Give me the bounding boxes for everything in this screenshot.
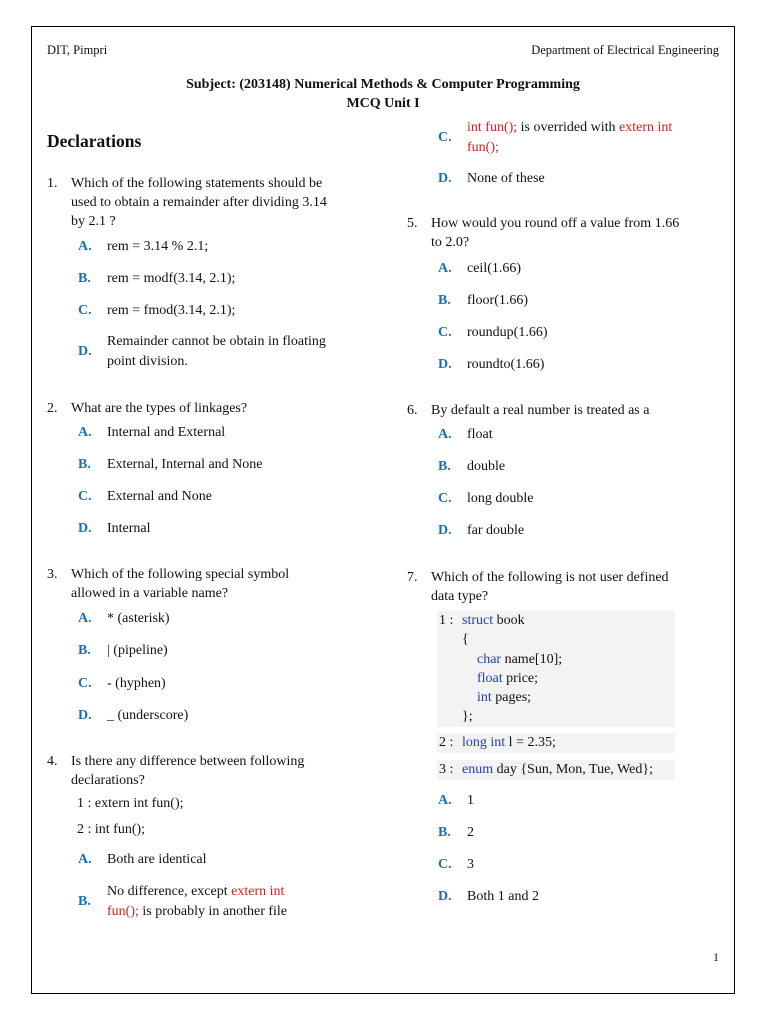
question-text-line: allowed in a variable name?	[71, 586, 229, 601]
code-line	[462, 733, 556, 752]
code-line-number: 3 :	[439, 762, 454, 777]
option-7c[interactable]	[438, 855, 728, 875]
code-identifier: pages;	[491, 690, 532, 705]
question-text: By default a real number is treated as a	[431, 403, 650, 418]
option-label: D.	[78, 708, 92, 723]
option-text: roundup(1.66)	[467, 325, 548, 340]
option-3c[interactable]	[78, 674, 378, 694]
question-text-line: data type?	[431, 589, 489, 604]
question-number: 7.	[407, 570, 418, 585]
option-text	[107, 332, 326, 372]
option-label: B.	[78, 643, 91, 658]
option-label: B.	[78, 457, 91, 472]
option-1c[interactable]	[78, 301, 378, 321]
option-text: 1	[467, 793, 474, 808]
option-5a[interactable]	[438, 259, 728, 279]
question-6	[407, 401, 727, 421]
code-brace-open: {	[462, 632, 469, 647]
option-label: C.	[438, 491, 452, 506]
code-field-line	[477, 650, 562, 669]
code-keyword: int fun();	[467, 120, 518, 135]
code-identifier: price;	[502, 671, 539, 686]
option-text: | (pipeline)	[107, 643, 168, 658]
code-line-number: 2 :	[439, 735, 454, 750]
option-text	[107, 882, 287, 922]
question-text: What are the types of linkages?	[71, 401, 248, 416]
header-department: Department of Electrical Engineering	[531, 43, 719, 57]
option-label: B.	[78, 271, 91, 286]
code-field-line	[477, 688, 531, 707]
code-brace-close: };	[462, 709, 473, 724]
option-6b[interactable]	[438, 457, 728, 477]
option-text: roundto(1.66)	[467, 357, 545, 372]
code-identifier: day {Sun, Mon, Tue, Wed};	[493, 762, 653, 777]
option-1d[interactable]	[78, 332, 378, 372]
code-keyword: enum	[462, 762, 494, 777]
option-3a[interactable]	[78, 609, 378, 629]
option-text: Internal and External	[107, 425, 226, 440]
option-label: A.	[78, 239, 92, 254]
option-7b[interactable]	[438, 823, 728, 843]
option-label: A.	[438, 427, 452, 442]
question-text	[71, 752, 304, 790]
option-4c[interactable]	[438, 118, 728, 158]
code-keyword: char	[477, 652, 502, 667]
code-identifier: l = 2.35;	[505, 735, 556, 750]
option-text	[467, 118, 672, 158]
option-text: float	[467, 427, 493, 442]
option-3d[interactable]	[78, 706, 378, 726]
option-label: C.	[438, 130, 452, 145]
code-line-number: 1 :	[439, 613, 454, 628]
option-label: A.	[78, 425, 92, 440]
code-keyword: extern int	[231, 884, 285, 899]
question-text-line: used to obtain a remainder after dividing 3.14	[71, 195, 327, 210]
option-text: External, Internal and None	[107, 457, 263, 472]
code-block-long-int	[437, 733, 675, 753]
question-text	[431, 214, 679, 252]
option-5b[interactable]	[438, 291, 728, 311]
question-number: 4.	[47, 754, 58, 769]
option-label: B.	[438, 459, 451, 474]
option-5d[interactable]	[438, 355, 728, 375]
option-text-line: point division.	[107, 354, 188, 369]
option-label: C.	[438, 857, 452, 872]
option-label: C.	[78, 489, 92, 504]
code-keyword: long int	[462, 735, 506, 750]
option-1b[interactable]	[78, 269, 378, 289]
question-number: 5.	[407, 216, 418, 231]
option-6c[interactable]	[438, 489, 728, 509]
question-5	[407, 214, 727, 254]
option-label: A.	[438, 793, 452, 808]
option-text: rem = fmod(3.14, 2.1);	[107, 303, 236, 318]
option-5c[interactable]	[438, 323, 728, 343]
option-text: 3	[467, 857, 474, 872]
code-line-4-1: 1 : extern int fun();	[77, 796, 184, 811]
title-unit: MCQ Unit I	[346, 96, 420, 111]
question-1	[47, 174, 377, 234]
option-text: ceil(1.66)	[467, 261, 522, 276]
question-text-line: by 2.1 ?	[71, 214, 116, 229]
option-text: double	[467, 459, 506, 474]
option-text: long double	[467, 491, 534, 506]
option-label: C.	[78, 303, 92, 318]
option-2c[interactable]	[78, 487, 378, 507]
option-text: * (asterisk)	[107, 611, 170, 626]
code-keyword: int	[477, 690, 492, 705]
title-subject: Subject: (203148) Numerical Methods & Computer Programming	[186, 77, 580, 92]
question-text-line: Which of the following is not user defined	[431, 570, 669, 585]
option-label: A.	[78, 852, 92, 867]
option-text: far double	[467, 523, 525, 538]
option-text: None of these	[467, 171, 545, 186]
question-text-line: How would you round off a value from 1.66	[431, 216, 680, 231]
option-2b[interactable]	[78, 455, 378, 475]
option-label: D.	[438, 523, 452, 538]
option-6d[interactable]	[438, 521, 728, 541]
option-text: 2	[467, 825, 474, 840]
question-number: 6.	[407, 403, 418, 418]
question-number: 3.	[47, 567, 58, 582]
option-text: floor(1.66)	[467, 293, 529, 308]
code-keyword: fun();	[107, 904, 139, 919]
option-label: B.	[438, 825, 451, 840]
option-3b[interactable]	[78, 641, 378, 661]
code-struct-line	[462, 611, 525, 630]
question-text-line: to 2.0?	[431, 235, 470, 250]
code-identifier: name[10];	[501, 652, 563, 667]
option-text: External and None	[107, 489, 212, 504]
code-keyword: fun();	[467, 140, 499, 155]
question-text-line: Which of the following statements should be	[71, 176, 323, 191]
question-text-line: declarations?	[71, 773, 145, 788]
code-keyword: struct	[462, 613, 494, 628]
code-keyword: extern int	[619, 120, 673, 135]
option-label: D.	[438, 889, 452, 904]
option-label: D.	[78, 344, 92, 359]
option-text: Internal	[107, 521, 151, 536]
option-text: Both are identical	[107, 852, 207, 867]
option-text-part: No difference, except	[107, 884, 232, 899]
option-label: D.	[438, 171, 452, 186]
option-label: C.	[438, 325, 452, 340]
question-text	[71, 174, 327, 231]
option-1a[interactable]	[78, 237, 378, 257]
option-label: D.	[438, 357, 452, 372]
option-label: D.	[78, 521, 92, 536]
option-text-part: is probably in another file	[138, 904, 288, 919]
option-label: A.	[438, 261, 452, 276]
option-text-line: Remainder cannot be obtain in floating	[107, 334, 326, 349]
question-text-line: Is there any difference between following	[71, 754, 305, 769]
option-7d[interactable]	[438, 887, 728, 907]
option-label: C.	[78, 676, 92, 691]
option-6a[interactable]	[438, 425, 728, 445]
code-line	[462, 760, 653, 779]
option-text: rem = 3.14 % 2.1;	[107, 239, 209, 254]
question-4	[47, 752, 377, 792]
code-keyword: float	[477, 671, 503, 686]
question-text	[431, 568, 669, 606]
option-text-part: is overrided with	[517, 120, 620, 135]
code-line-4-2: 2 : int fun();	[77, 822, 146, 837]
code-block-enum	[437, 760, 675, 780]
question-3	[47, 565, 377, 605]
question-2	[47, 399, 377, 419]
code-block-struct	[437, 611, 675, 727]
option-7a[interactable]	[438, 791, 728, 811]
option-text: Both 1 and 2	[467, 889, 539, 904]
question-number: 1.	[47, 176, 58, 191]
option-text: - (hyphen)	[107, 676, 166, 691]
question-text	[71, 565, 289, 603]
option-label: A.	[78, 611, 92, 626]
question-7	[407, 568, 727, 608]
code-identifier: book	[493, 613, 525, 628]
option-label: B.	[438, 293, 451, 308]
option-text: _ (underscore)	[107, 708, 189, 723]
code-field-line	[477, 669, 538, 688]
page-number: 1	[713, 950, 719, 964]
option-4b[interactable]	[78, 882, 378, 922]
option-4a[interactable]	[78, 850, 378, 870]
header-institute: DIT, Pimpri	[47, 43, 108, 57]
document-page	[31, 26, 735, 994]
option-label: B.	[78, 894, 91, 909]
document-title	[32, 75, 734, 113]
option-2a[interactable]	[78, 423, 378, 443]
option-text: rem = modf(3.14, 2.1);	[107, 271, 236, 286]
section-heading: Declarations	[47, 131, 142, 151]
option-2d[interactable]	[78, 519, 378, 539]
question-text-line: Which of the following special symbol	[71, 567, 290, 582]
option-4d[interactable]	[438, 169, 728, 189]
question-number: 2.	[47, 401, 58, 416]
